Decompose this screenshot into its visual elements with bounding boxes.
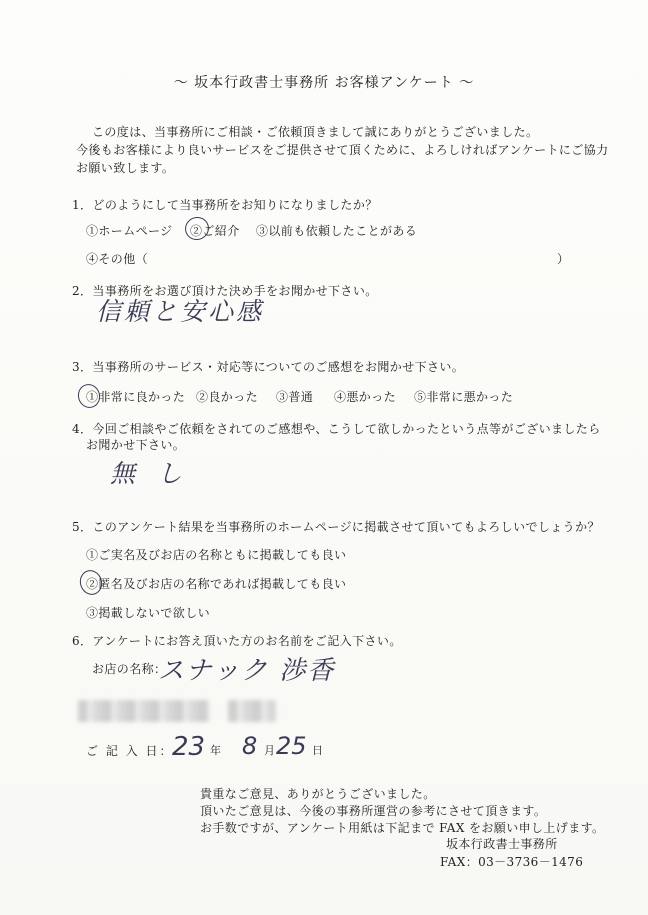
year-unit: 年 (210, 744, 222, 757)
q3-option-3: ③普通 (276, 390, 314, 404)
q1-other-label: ④その他（ (86, 252, 149, 266)
q1-option-2: ②ご紹介 (190, 224, 240, 238)
intro-line-1: この度は、当事務所にご相談・ご依頼頂きまして誠にありがとうございました。 (92, 125, 539, 139)
page-title: 〜 坂本行政書士事務所 お客様アンケート 〜 (173, 75, 475, 91)
question-4-line-2: お聞かせ下さい。 (86, 438, 186, 452)
intro-line-3: お願い致します。 (76, 161, 175, 175)
q3-option-1: ①非常に良かった (86, 390, 186, 404)
intro-line-2: 今後もお客様により良いサービスをご提供させて頂くために、よろしければアンケートにご協力 (76, 143, 609, 157)
q5-option-3: ③掲載しないで欲しい (86, 606, 211, 620)
redacted-name-block (78, 700, 210, 722)
question-5: 5．このアンケート結果を当事務所のホームページに掲載させて頂いてもよろしいでしょうか？ (72, 520, 600, 534)
shop-name-label: お店の名称： (92, 662, 167, 676)
closing-line-2: 頂いたご意見は、今後の事務所運営の参考にさせて頂きます。 (200, 804, 547, 818)
q3-option-2: ②良かった (196, 390, 259, 404)
q1-other-close: ） (557, 252, 570, 266)
month-unit: 月 (264, 744, 276, 757)
q1-option-1: ①ホームページ (86, 224, 173, 238)
selected-mark-circle (77, 567, 106, 598)
office-fax: FAX：03－3736－1476 (440, 855, 584, 869)
q4-handwritten-answer: 無し (110, 459, 205, 488)
selected-mark-circle (75, 381, 103, 411)
date-day-handwritten: 25 (276, 732, 307, 760)
q5-option-2: ②匿名及びお店の名称であれば掲載しても良い (86, 577, 347, 591)
closing-line-3: お手数ですが、アンケート用紙は下記まで FAX をお願い申し上げます。 (200, 821, 605, 835)
date-month-handwritten: 8 (242, 732, 258, 760)
q1-option-3: ③以前も依頼したことがある (256, 224, 418, 238)
question-2: 2．当事務所をお選び頂けた決め手をお聞かせ下さい。 (72, 284, 378, 298)
question-1: 1．どのようにして当事務所をお知りになりましたか？ (72, 198, 378, 212)
q5-option-1: ①ご実名及びお店の名称ともに掲載しても良い (86, 548, 347, 562)
day-unit: 日 (312, 744, 324, 757)
question-4-line-1: 4．今回ご相談やご依頼をされてのご感想や、こうして欲しかったという点等がございましたら (72, 422, 601, 436)
date-label: ご 記 入 日： (86, 744, 174, 758)
office-name: 坂本行政書士事務所 (446, 837, 558, 851)
closing-line-1: 貴重なご意見、ありがとうございました。 (200, 787, 436, 801)
question-6: 6．アンケートにお答え頂いた方のお名前をご記入下さい。 (72, 634, 402, 648)
q3-option-5: ⑤非常に悪かった (414, 390, 514, 404)
date-year-handwritten: 23 (172, 732, 206, 762)
question-3: 3．当事務所のサービス・対応等についてのご感想をお聞かせ下さい。 (72, 360, 465, 374)
q2-handwritten-answer: 信頼と安心感 (96, 297, 265, 326)
q3-option-4: ④悪かった (334, 390, 397, 404)
shop-name-handwritten: スナック 渉香 (158, 656, 336, 686)
redacted-name-block (228, 700, 276, 722)
